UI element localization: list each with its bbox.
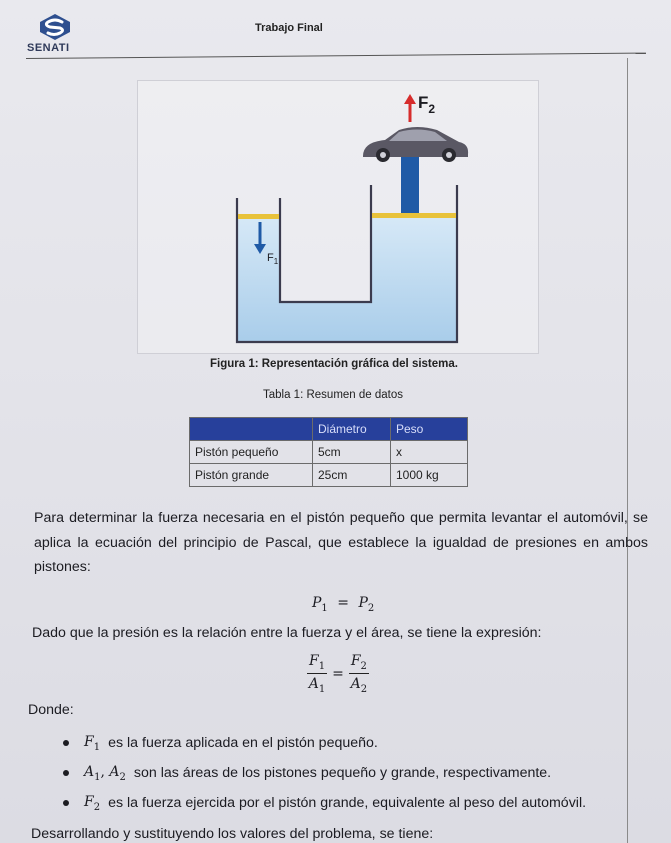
table-header-row xyxy=(190,418,468,441)
table-cell: Pistón grande xyxy=(190,464,313,487)
hydraulic-press-diagram xyxy=(137,80,537,352)
large-piston xyxy=(372,213,456,218)
fraction-right: $\frac{F_2}{A_2}$ xyxy=(350,653,368,695)
list-item: $F_1$ es la fuerza aplicada en el pistón pequeño. xyxy=(63,734,378,753)
table-cell: 1000 kg xyxy=(391,464,468,487)
bullet-icon xyxy=(63,740,69,746)
brand-name: SENATI xyxy=(27,42,70,54)
table-caption: Tabla 1: Resumen de datos xyxy=(263,389,404,401)
bullet-icon xyxy=(63,770,69,776)
continuation-line: Desarrollando y sustituyendo los valores del problema, se tiene: xyxy=(31,826,434,842)
list-item: $F_2$ es la fuerza ejercida por el pistón grande, equivalente al peso del automóvil. xyxy=(63,794,586,813)
bullet-icon xyxy=(63,800,69,806)
header-divider xyxy=(26,53,646,59)
fraction-left: $\frac{F_1}{A_1}$ xyxy=(308,653,326,695)
table-cell: Pistón pequeño xyxy=(190,441,313,464)
page-margin-line xyxy=(627,58,628,843)
list-item: $A_1$, $A_2$ son las áreas de los pistones pequeño y grande, respectivamente. xyxy=(63,764,551,783)
intro-paragraph: Para determinar la fuerza necesaria en el pistón pequeño que permita levantar el automóvil, se aplica la ecuación del principio de Pascal, que establece la igualdad de presiones en ambos pistones: xyxy=(34,510,648,575)
force-area-equation: $\frac{F_1}{A_1}$ = $\frac{F_2}{A_2}$ xyxy=(308,653,368,695)
table-cell: 25cm xyxy=(313,464,391,487)
piston-rod xyxy=(401,157,419,213)
table-cell: 5cm xyxy=(313,441,391,464)
car-icon xyxy=(363,127,468,162)
force-f1-label: $F_1$ xyxy=(267,252,279,266)
donde-label: Donde: xyxy=(28,702,74,718)
table-header-cell: Diámetro xyxy=(313,418,391,441)
table-row xyxy=(190,464,468,487)
force-f2-label: $F_2$ xyxy=(418,93,436,116)
data-table xyxy=(189,417,468,487)
table-cell: x xyxy=(391,441,468,464)
liquid xyxy=(237,214,457,342)
pascal-equation: $P_1 = P_2$ xyxy=(312,595,375,614)
table-row xyxy=(190,441,468,464)
figure-caption: Figura 1: Representación gráfica del sistema. xyxy=(210,358,458,370)
pressure-explanation: Dado que la presión es la relación entre la fuerza y el área, se tiene la expresión: xyxy=(32,625,542,641)
table-header-cell: Peso xyxy=(391,418,468,441)
senati-logo-icon xyxy=(38,13,72,41)
small-piston xyxy=(238,214,279,219)
table-header-cell xyxy=(190,418,313,441)
document-title: Trabajo Final xyxy=(255,22,323,34)
